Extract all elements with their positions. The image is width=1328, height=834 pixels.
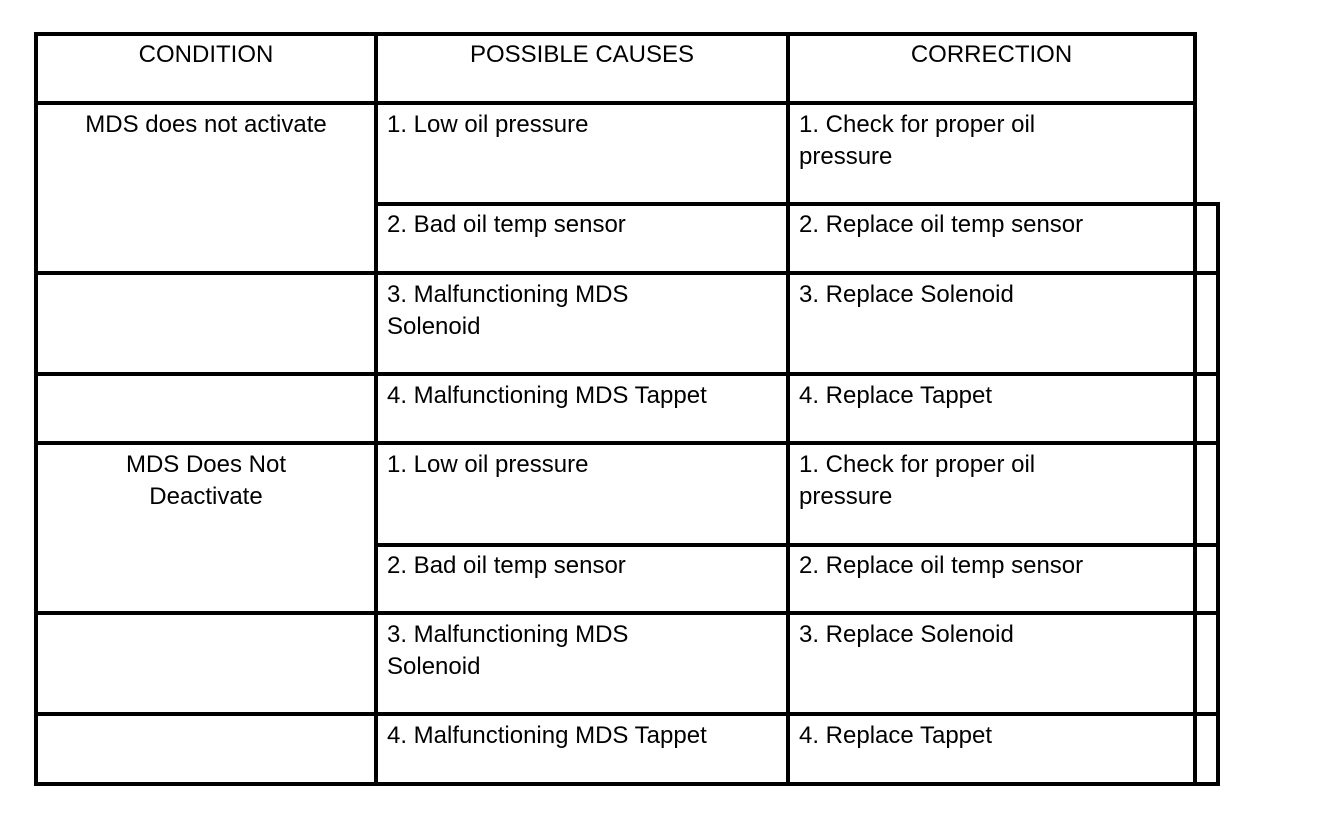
row-divider-5 [374,543,1220,547]
cause-cell: 2. Bad oil temp sensor [387,211,626,238]
table-border-left [34,32,38,786]
correction-cell: 1. Check for proper oil pressure [799,111,1036,170]
table-border-right-outer [1216,202,1220,786]
correction-cell: 4. Replace Tappet [799,382,993,409]
correction-cell: 4. Replace Tappet [799,722,993,749]
cause-cell: 2. Bad oil temp sensor [387,552,626,579]
row-divider-1 [374,202,1220,206]
condition-cell: MDS does not activate [85,111,327,138]
header-correction: CORRECTION [910,41,1073,68]
correction-cell: 3. Replace Solenoid [799,621,1014,648]
condition-cell: MDS Does Not Deactivate [125,451,287,510]
table-border-right [1193,32,1197,786]
row-divider-3 [34,372,1220,376]
correction-cell: 3. Replace Solenoid [799,281,1014,308]
row-divider-header [34,101,1197,105]
column-divider-2 [786,32,790,786]
cause-cell: 1. Low oil pressure [387,111,589,138]
cause-cell: 1. Low oil pressure [387,451,589,478]
row-divider-7 [34,712,1220,716]
column-divider-1 [374,32,378,786]
cause-cell: 3. Malfunctioning MDS Solenoid [387,281,629,340]
cause-cell: 4. Malfunctioning MDS Tappet [387,382,707,409]
row-divider-6 [34,611,1220,615]
cause-cell: 4. Malfunctioning MDS Tappet [387,722,707,749]
table-border-bottom [34,782,1220,786]
table-border-top [34,32,1197,36]
correction-cell: 2. Replace oil temp sensor [799,552,1084,579]
correction-cell: 1. Check for proper oil pressure [799,451,1036,510]
header-condition: CONDITION [138,41,274,68]
cause-cell: 3. Malfunctioning MDS Solenoid [387,621,629,680]
correction-cell: 2. Replace oil temp sensor [799,211,1084,238]
header-possible-causes: POSSIBLE CAUSES [469,41,695,68]
row-divider-4 [34,441,1220,445]
row-divider-2 [34,271,1220,275]
